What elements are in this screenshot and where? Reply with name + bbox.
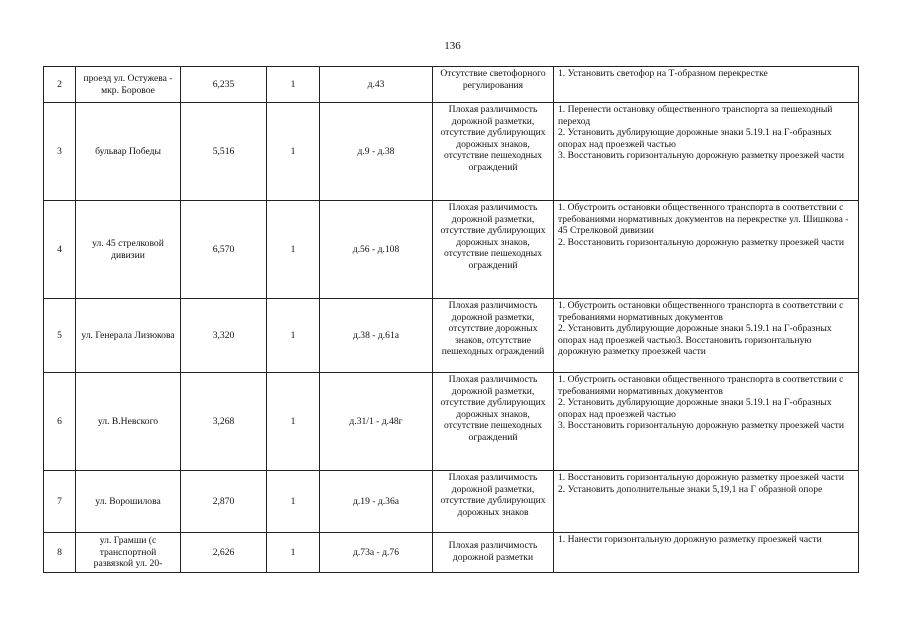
measure-item: 1. Перенести остановку общественного транспорта за пешеходный переход — [558, 104, 833, 127]
table-row — [44, 471, 859, 533]
table-row — [44, 373, 859, 471]
measure-item: 3. Восстановить горизонтальную дорожную разметку проезжей части — [558, 150, 844, 162]
measure-item: 2. Установить дополнительные знаки 5,19,1 на Г образной опоре — [558, 483, 823, 495]
row-number: 5 — [44, 299, 76, 373]
issue-description: Плохая различимость дорожной разметки, отсутствие дублирующих дорожных знаков, отсутствие пешеходных ограждений — [433, 373, 554, 471]
measure-item: 1. Нанести горизонтальную дорожную разметку проезжей части — [558, 534, 822, 545]
measure-item: 2. Восстановить горизонтальную дорожную разметку проезжей части — [558, 236, 844, 248]
section-length: 5,516 — [181, 103, 267, 201]
measure-item: 2. Установить дублирующие дорожные знаки 5.19.1 на Г-образных опорах над проезжей частью3. Восстановить горизонтальную дорожную разметку проезжей части — [558, 323, 832, 358]
measures-cell — [554, 201, 859, 299]
row-number: 8 — [44, 533, 76, 573]
measures-cell — [554, 299, 859, 373]
measures-cell — [554, 373, 859, 471]
road-measures-table — [43, 66, 859, 573]
measure-item: 1. Восстановить горизонтальную дорожную разметку проезжей части — [558, 472, 844, 483]
count: 1 — [267, 103, 320, 201]
issue-description: Плохая различимость дорожной разметки, отсутствие дублирующих дорожных знаков — [433, 471, 554, 533]
row-number: 7 — [44, 471, 76, 533]
page-number: 136 — [444, 40, 461, 52]
measure-item: 1. Обустроить остановки общественного транспорта в соответствии с требованиями нормативных документов — [558, 300, 844, 323]
house-range: д.19 - д.36а — [320, 471, 433, 533]
table-row — [44, 201, 859, 299]
count: 1 — [267, 201, 320, 299]
street-name: ул. В.Невского — [76, 373, 181, 471]
measure-item: 3. Восстановить горизонтальную дорожную разметку проезжей части — [558, 420, 844, 432]
count: 1 — [267, 299, 320, 373]
street-name: ул. 45 стрелковой дивизии — [76, 201, 181, 299]
house-range: д.31/1 - д.48г — [320, 373, 433, 471]
section-length: 2,626 — [181, 533, 267, 573]
row-number: 4 — [44, 201, 76, 299]
issue-description: Плохая различимость дорожной разметки — [433, 533, 554, 573]
measures-cell — [554, 67, 859, 103]
issue-description: Отсутствие светофорного регулирования — [433, 67, 554, 103]
section-length: 6,570 — [181, 201, 267, 299]
table-row — [44, 103, 859, 201]
measures-cell — [554, 533, 859, 573]
street-name: ул. Грамши (с транспортной развязкой ул. 20- — [76, 533, 181, 573]
table-row — [44, 533, 859, 573]
table-row — [44, 67, 859, 103]
house-range: д.73а - д.76 — [320, 533, 433, 573]
row-number: 2 — [44, 67, 76, 103]
section-length: 2,870 — [181, 471, 267, 533]
table-row — [44, 299, 859, 373]
issue-description: Плохая различимость дорожной разметки, отсутствие дорожных знаков, отсутствие пешеходных ограждений — [433, 299, 554, 373]
house-range: д.43 — [320, 67, 433, 103]
house-range: д.38 - д.61а — [320, 299, 433, 373]
measures-cell — [554, 103, 859, 201]
row-number: 3 — [44, 103, 76, 201]
section-length: 6,235 — [181, 67, 267, 103]
street-name: ул. Генерала Лизюкова — [76, 299, 181, 373]
count: 1 — [267, 67, 320, 103]
count: 1 — [267, 471, 320, 533]
row-number: 6 — [44, 373, 76, 471]
street-name: бульвар Победы — [76, 103, 181, 201]
house-range: д.9 - д.38 — [320, 103, 433, 201]
measure-item: 2. Установить дублирующие дорожные знаки 5.19.1 на Г-образных опорах над проезжей частью — [558, 397, 832, 420]
street-name: ул. Ворошилова — [76, 471, 181, 533]
house-range: д.56 - д.108 — [320, 201, 433, 299]
street-name: проезд ул. Остужева - мкр. Боровое — [76, 67, 181, 103]
measure-item: 1. Установить светофор на Т-образном перекрестке — [558, 68, 768, 79]
count: 1 — [267, 373, 320, 471]
measure-item: 1. Обустроить остановки общественного транспорта в соответствии с требованиями нормативных документов — [558, 374, 844, 397]
measures-cell — [554, 471, 859, 533]
section-length: 3,320 — [181, 299, 267, 373]
measure-item: 1. Обустроить остановки общественного транспорта в соответствии с требованиями нормативных документов на перекрестке ул. Шишкова - 45 Стрелковой дивизии — [558, 202, 849, 237]
section-length: 3,268 — [181, 373, 267, 471]
issue-description: Плохая различимость дорожной разметки, отсутствие дублирующих дорожных знаков, отсутствие пешеходных ограждений — [433, 201, 554, 299]
count: 1 — [267, 533, 320, 573]
measure-item: 2. Установить дублирующие дорожные знаки 5.19.1 на Г-образных опорах над проезжей частью — [558, 127, 832, 150]
issue-description: Плохая различимость дорожной разметки, отсутствие дублирующих дорожных знаков, отсутствие пешеходных ограждений — [433, 103, 554, 201]
